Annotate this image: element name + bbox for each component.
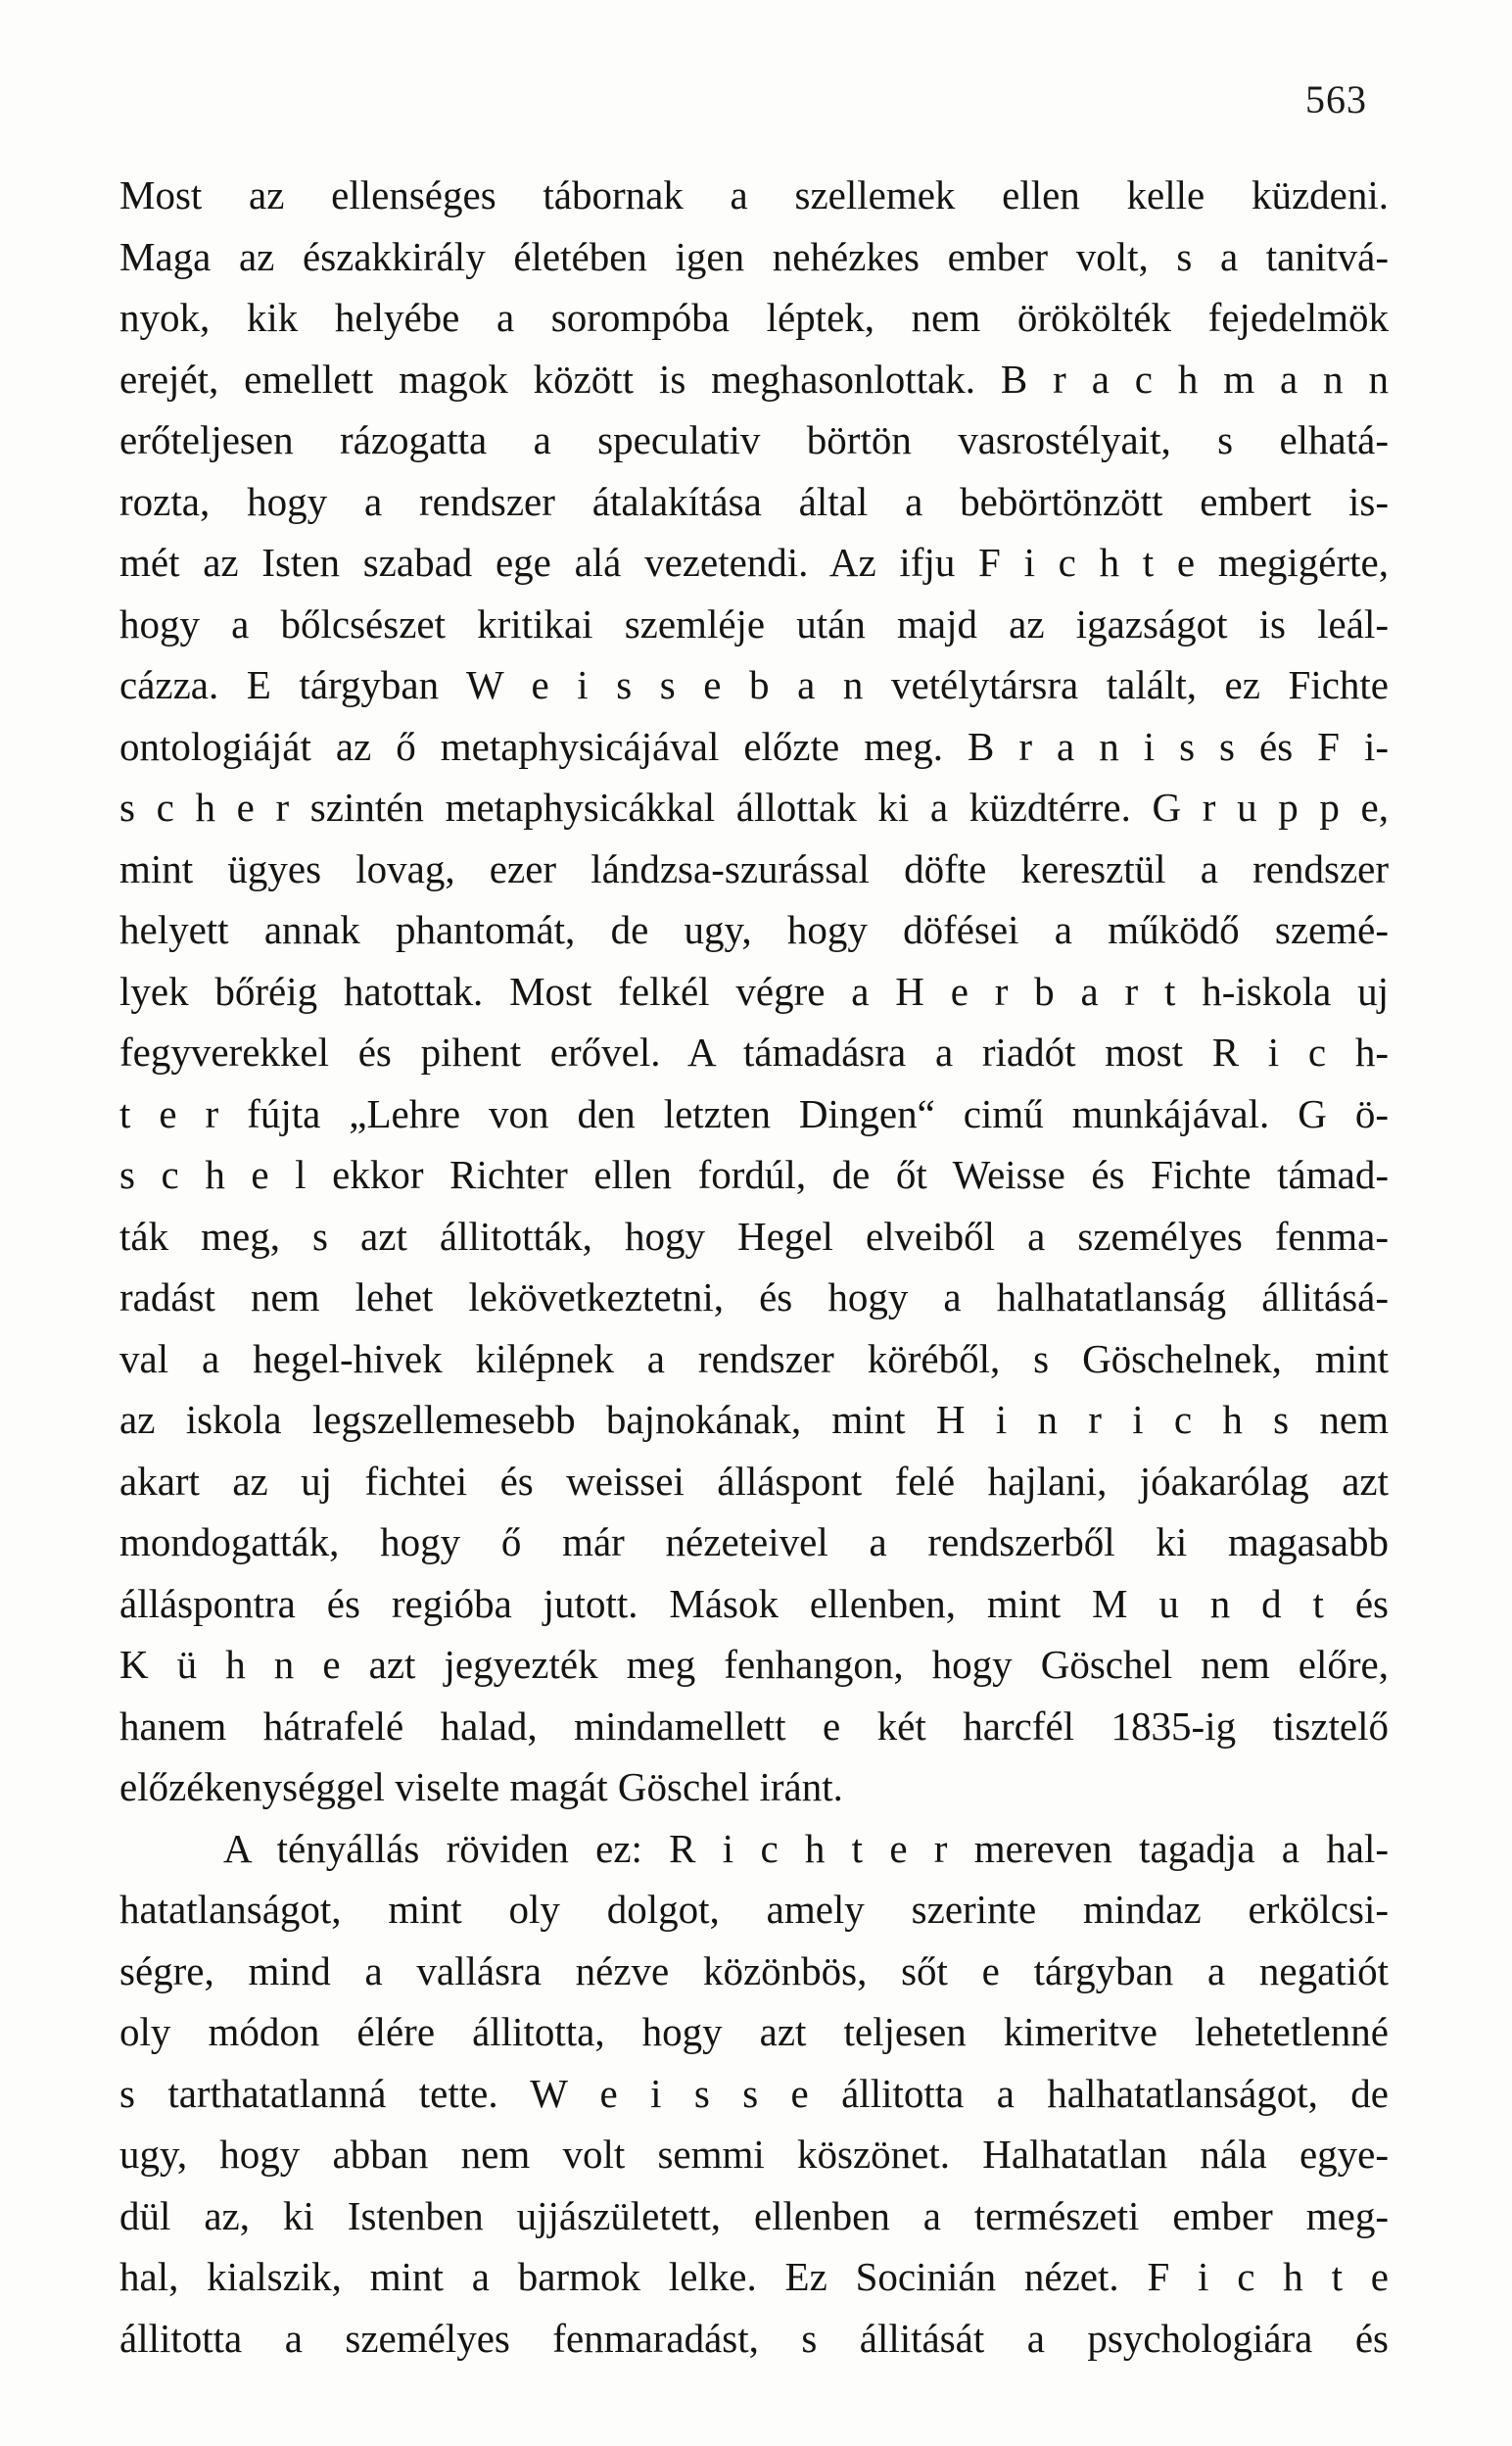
text-line: dül az, ki Istenben ujjászületett, ellenben a természeti ember meg- [119, 2192, 1389, 2238]
text-line: ségre, mind a vallásra nézve közönbös, sőt e tárgyban a negatiót [119, 1947, 1389, 1993]
text-line: mint ügyes lovag, ezer lándzsa-szurással döfte keresztül a rendszer [119, 845, 1389, 891]
text-line: ugy, hogy abban nem volt semmi köszönet. Halhatatlan nála egye- [119, 2132, 1389, 2177]
text-line: erejét, emellett magok között is meghasonlottak. B r a c h m a n n [119, 356, 1389, 402]
text-line: hatatlanságot, mint oly dolgot, amely szerinte mindaz erkölcsi- [119, 1887, 1389, 1932]
paragraph [119, 165, 1389, 1818]
text-line: mét az Isten szabad ege alá vezetendi. Az ifju F i c h t e megigérte, [119, 540, 1389, 585]
text-line: nyok, kik helyébe a sorompóba léptek, nem örökölték fejedelmök [119, 295, 1389, 340]
text-line: előzékenységgel viselte magát Göschel iránt. [119, 1764, 843, 1809]
text-line: s c h e l ekkor Richter ellen fordúl, de őt Weisse és Fichte támad- [119, 1152, 1389, 1197]
text-line: Most az ellenséges tábornak a szellemek ellen kelle küzdeni. [119, 172, 1389, 217]
page-number: 563 [1305, 77, 1367, 121]
text-line: cázza. E tárgyban W e i s s e b a n vetélytársra talált, ez Fichte [119, 662, 1389, 707]
text-line: rozta, hogy a rendszer átalakítása által a bebörtönzött embert is- [119, 478, 1389, 524]
text-line: val a hegel-hivek kilépnek a rendszer köréből, s Göschelnek, mint [119, 1335, 1389, 1381]
text-line: hogy a bőlcsészet kritikai szemléje után majd az igazságot is leál- [119, 600, 1389, 647]
text-line: s tarthatatlanná tette. W e i s s e állitotta a halhatatlanságot, de [119, 2070, 1389, 2116]
text-line: s c h e r szintén metaphysicákkal állottak ki a küzdtérre. G r u p p e, [119, 785, 1389, 830]
text-line: oly módon élére állitotta, hogy azt teljesen kimeritve lehetetlenné [119, 2009, 1389, 2054]
text-line: hanem hátrafelé halad, mindamellett e két harcfél 1835-ig tisztelő [119, 1703, 1389, 1749]
text-line: A tényállás röviden ez: R i c h t e r mereven tagadja a hal- [223, 1825, 1389, 1871]
text-line: helyett annak phantomát, de ugy, hogy döfései a működő szemé- [119, 907, 1389, 952]
paragraph [119, 1818, 1389, 2370]
text-line: ontologiáját az ő metaphysicájával előzte meg. B r a n i s s és F i- [119, 723, 1389, 769]
text-line: állitotta a személyes fenmaradást, s állitását a psychologiára és [119, 2315, 1389, 2361]
text-line: ták meg, s azt állitották, hogy Hegel elveiből a személyes fenma- [119, 1213, 1389, 1259]
text-line: álláspontra és regióba jutott. Mások ellenben, mint M u n d t és [119, 1580, 1389, 1626]
text-line: erőteljesen rázogatta a speculativ börtön vasrostélyait, s elhatá- [119, 417, 1389, 462]
text-line: akart az uj fichtei és weissei álláspont felé hajlani, jóakarólag azt [119, 1458, 1389, 1504]
text-line: mondogatták, hogy ő már nézeteivel a rendszerből ki magasabb [119, 1519, 1389, 1564]
text-line: radást nem lehet lekövetkeztetni, és hogy a halhatatlanság állitásá- [119, 1274, 1389, 1319]
text-line: K ü h n e azt jegyezték meg fenhangon, hogy Göschel nem előre, [119, 1642, 1389, 1687]
text-line: fegyverekkel és pihent erővel. A támadásra a riadót most R i c h- [119, 1030, 1389, 1075]
body-text [119, 165, 1389, 2369]
text-line: t e r fújta „Lehre von den letzten Dingen“ cimű munkájával. G ö- [119, 1090, 1389, 1136]
text-line: lyek bőréig hatottak. Most felkél végre a H e r b a r t h-iskola uj [119, 968, 1389, 1014]
text-line: Maga az északkirály életében igen nehézkes ember volt, s a tanitvá- [119, 233, 1389, 279]
text-line: az iskola legszellemesebb bajnokának, mint H i n r i c h s nem [119, 1397, 1389, 1442]
text-line: hal, kialszik, mint a barmok lelke. Ez Socinián nézet. F i c h t e [119, 2254, 1389, 2299]
